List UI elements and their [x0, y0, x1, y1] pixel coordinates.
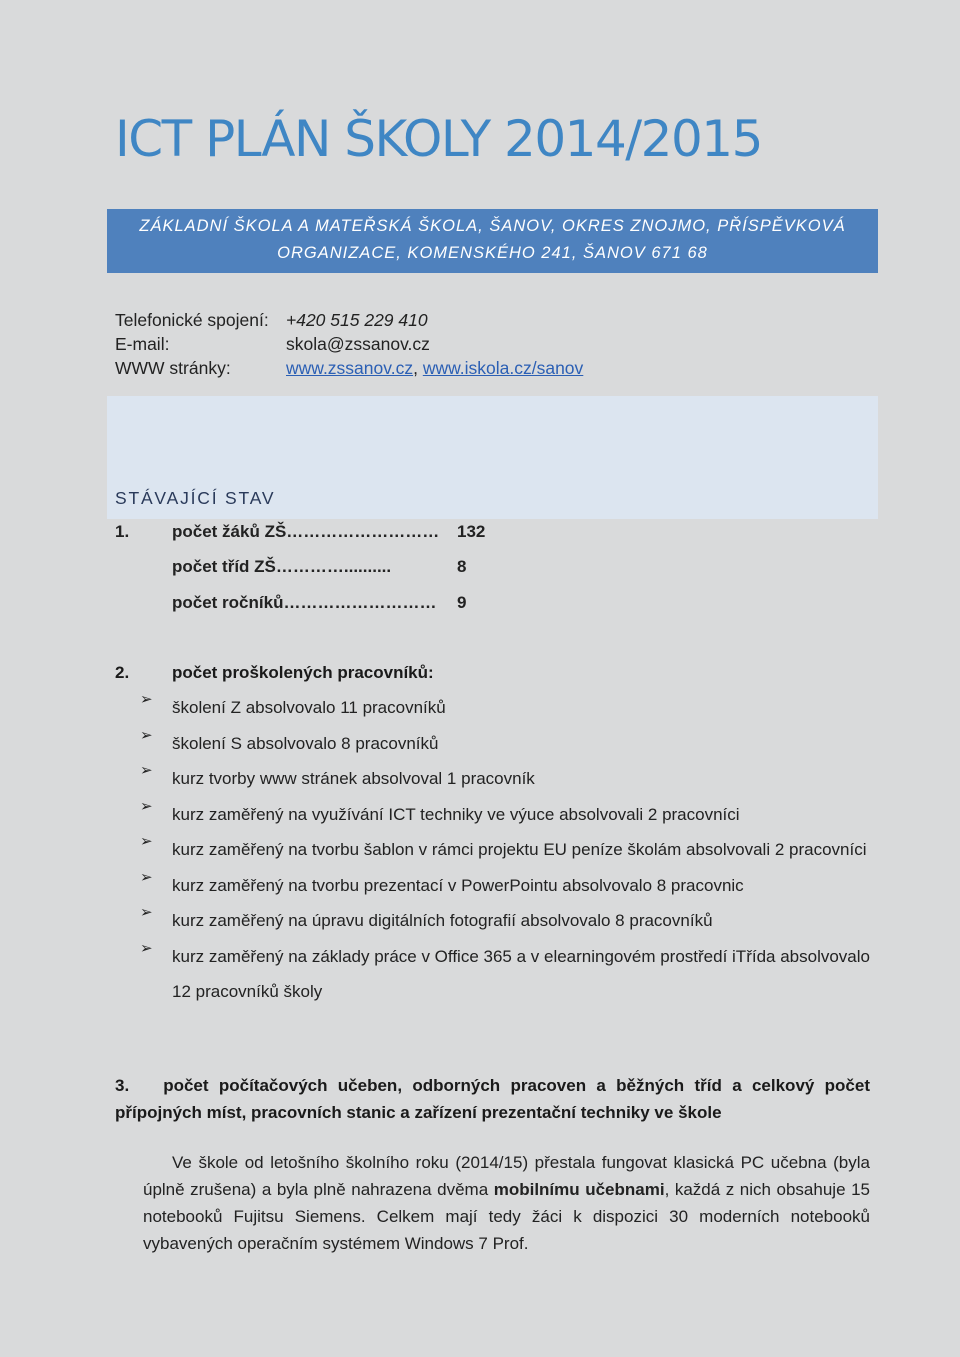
arrow-bullet-icon: ➢ [140, 726, 153, 744]
stat-value-classes: 8 [457, 557, 467, 576]
stat-label-pupils: počet žáků ZŠ……………………… [172, 522, 440, 541]
web-label: WWW stránky: [115, 358, 231, 378]
school-name-line-1: ZÁKLADNÍ ŠKOLA A MATEŘSKÁ ŠKOLA, ŠANOV, OKRES ZNOJMO, PŘÍSPĚVKOVÁ [139, 217, 846, 235]
computers-paragraph-part-1: Ve škole od letošního školního roku (2014/15) přestala fungovat klasická PC učebna (byla úplně zrušena) a byla plně nahrazena dvěma [143, 1153, 870, 1199]
phone-label: Telefonické spojení: [115, 310, 269, 330]
computers-paragraph [143, 1149, 870, 1257]
trained-staff-heading [115, 663, 434, 683]
list-item [140, 868, 870, 904]
list-item [140, 690, 870, 726]
section-heading-current-status: STÁVAJÍCÍ STAV [115, 488, 276, 508]
list-item-text: kurz zaměřený na tvorbu šablon v rámci projektu EU peníze školám absolvovali 2 pracovníci [172, 840, 867, 859]
list-item-text: kurz zaměřený na tvorbu prezentací v PowerPointu absolvovalo 8 pracovnic [172, 875, 744, 895]
list-item-text: školení Z absolvovalo 11 pracovníků [172, 698, 446, 717]
arrow-bullet-icon: ➢ [140, 797, 153, 815]
computers-paragraph-part-2: , každá z nich obsahuje 15 notebooků Fujitsu Siemens. Celkem mají tedy žáci k dispozici 30 moderních notebooků vybavených operačním systémem Windows 7 Prof. [143, 1180, 870, 1253]
list-item-text: školení S absolvovalo 8 pracovníků [172, 733, 439, 753]
web-link-iskola[interactable]: www.iskola.cz/sanov [422, 358, 584, 378]
school-name-line-2: ORGANIZACE, KOMENSKÉHO 241, ŠANOV 671 68 [277, 244, 708, 262]
arrow-bullet-icon: ➢ [140, 904, 153, 921]
item-number-2: 2. [115, 663, 130, 682]
list-item [140, 761, 870, 797]
computers-heading [115, 1072, 870, 1126]
item-number-3: 3. [115, 1076, 130, 1095]
stat-label-grades: počet ročníků……………………… [172, 593, 437, 612]
stat-value-grades: 9 [457, 593, 467, 612]
list-item-text: kurz tvorby www stránek absolvoval 1 pracovník [172, 769, 535, 788]
list-item-text: kurz zaměřený na základy práce v Office 365 a v elearningovém prostředí iTřída absolvovalo 12 pracovníků školy [172, 946, 870, 1001]
email-label: E-mail: [115, 334, 170, 354]
computers-heading-text: počet počítačových učeben, odborných pracoven a běžných tříd a celkový počet přípojných míst, pracovních stanic a zařízení prezentační techniky ve škole [115, 1076, 870, 1122]
school-name-banner [107, 209, 878, 273]
arrow-bullet-icon: ➢ [140, 691, 153, 708]
trained-staff-heading-text: počet proškolených pracovníků: [172, 663, 434, 682]
trained-staff-list [140, 690, 870, 1010]
web-link-zssanov[interactable]: www.zssanov.cz [286, 358, 414, 378]
arrow-bullet-icon: ➢ [140, 868, 153, 886]
arrow-bullet-icon: ➢ [140, 939, 153, 957]
stat-label-classes: počet tříd ZŠ………….......... [172, 557, 392, 576]
list-item-text: kurz zaměřený na úpravu digitálních fotografií absolvovalo 8 pracovníků [172, 911, 713, 930]
email-value: skola@zssanov.cz [286, 334, 430, 354]
contact-web-row [115, 358, 584, 379]
computers-paragraph-bold: mobilnímu učebnami [493, 1180, 665, 1199]
contact-phone-row [115, 310, 428, 331]
stat-value-pupils: 132 [457, 522, 486, 541]
list-item [140, 797, 870, 833]
item-number-1: 1. [115, 522, 130, 541]
document-title: ICT PLÁN ŠKOLY 2014/2015 [115, 110, 762, 168]
list-item-text: kurz zaměřený na využívání ICT techniky ve výuce absolvovali 2 pracovníci [172, 804, 740, 824]
list-item [140, 903, 870, 939]
web-links [286, 358, 583, 379]
arrow-bullet-icon: ➢ [140, 833, 153, 850]
contact-email-row [115, 334, 430, 355]
arrow-bullet-icon: ➢ [140, 762, 153, 779]
list-item [140, 939, 870, 1010]
phone-value: +420 515 229 410 [286, 310, 428, 330]
web-link-separator: , [413, 358, 423, 378]
list-item [140, 726, 870, 762]
list-item [140, 832, 870, 868]
